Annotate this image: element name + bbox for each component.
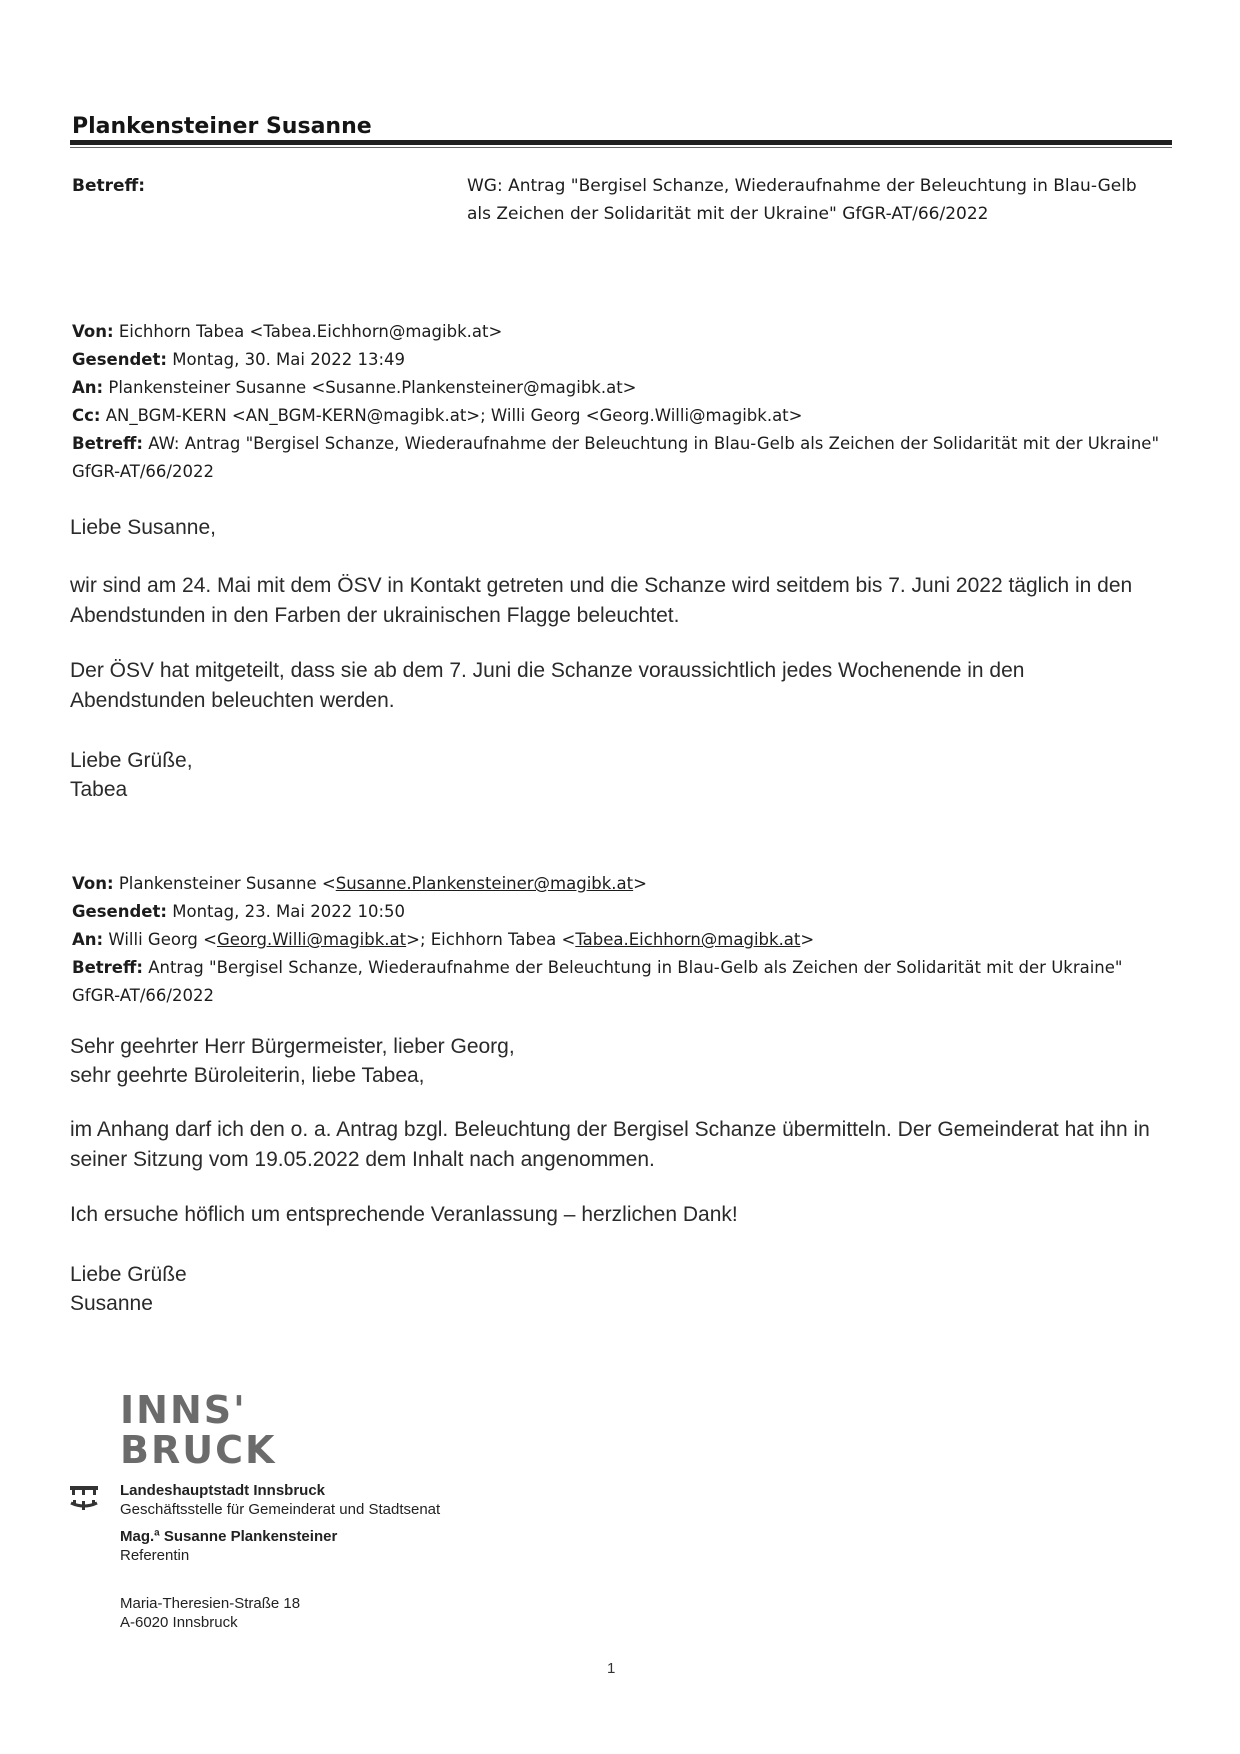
email2-paragraph2: Ich ersuche höflich um entsprechende Veranlassung – herzlichen Dank! <box>70 1203 738 1226</box>
email1-greeting: Liebe Susanne, <box>70 516 216 539</box>
email2-to-mid: >; Eichhorn Tabea < <box>406 930 576 949</box>
email2-header <box>72 870 1162 1010</box>
to-label: An: <box>72 930 104 949</box>
email2-paragraph1: im Anhang darf ich den o. a. Antrag bzgl. Beleuchtung der Bergisel Schanze übermitteln. Der Gemeinderat hat ihn in seiner Sitzung vom 19.05.2022 dem Inhalt nach angenommen. <box>70 1118 1150 1171</box>
footer-city: A-6020 Innsbruck <box>120 1614 238 1631</box>
footer-street: Maria-Theresien-Straße 18 <box>120 1595 301 1612</box>
sent-label: Gesendet: <box>72 902 167 921</box>
subject-value: WG: Antrag "Bergisel Schanze, Wiederaufnahme der Beleuchtung in Blau-Gelb als Zeichen der Solidarität mit der Ukraine" GfGR-AT/66/2022 <box>467 176 1137 224</box>
email2-greeting1: Sehr geehrter Herr Bürgermeister, lieber Georg, <box>70 1035 515 1058</box>
email1-header <box>72 318 1162 486</box>
email2-from-line <box>72 870 1162 898</box>
email2-subject: Antrag "Bergisel Schanze, Wiederaufnahme der Beleuchtung in Blau-Gelb als Zeichen der Solidarität mit der Ukraine" GfGR-AT/66/2022 <box>72 958 1123 1005</box>
footer-person-block <box>120 1527 337 1565</box>
email1-from: Eichhorn Tabea <Tabea.Eichhorn@magibk.at> <box>118 322 503 341</box>
email1-cc-line <box>72 402 1162 430</box>
email2-sent-line <box>72 898 1162 926</box>
email1-subject-line <box>72 430 1162 486</box>
from-label: Von: <box>72 322 114 341</box>
from-label: Von: <box>72 874 114 893</box>
email2-from-email-link[interactable]: Susanne.Plankensteiner@magibk.at <box>335 874 634 893</box>
email2-to-email2-link[interactable]: Tabea.Eichhorn@magibk.at <box>575 930 801 949</box>
email1-subject: AW: Antrag "Bergisel Schanze, Wiederaufnahme der Beleuchtung in Blau-Gelb als Zeichen der Solidarität mit der Ukraine" GfGR-AT/66/2022 <box>72 434 1160 481</box>
subject-label: Betreff: <box>72 958 143 977</box>
subject-label: Betreff: <box>72 176 146 196</box>
header-rule-thin <box>70 147 1172 148</box>
email2-to-email1-link[interactable]: Georg.Willi@magibk.at <box>216 930 407 949</box>
subject-label: Betreff: <box>72 434 143 453</box>
email2-to-name1: Willi Georg < <box>108 930 217 949</box>
email1-to: Plankensteiner Susanne <Susanne.Plankensteiner@magibk.at> <box>108 378 637 397</box>
email1-from-line <box>72 318 1162 346</box>
email2-signature: Susanne <box>70 1292 153 1315</box>
email1-sent-line <box>72 346 1162 374</box>
header-rule <box>70 140 1172 145</box>
email1-paragraph2: Der ÖSV hat mitgeteilt, dass sie ab dem 7. Juni die Schanze voraussichtlich jedes Wochenende in den Abendstunden beleuchten werden. <box>70 659 1025 712</box>
email2-from-end: > <box>633 874 647 893</box>
footer-org: Landeshauptstadt Innsbruck <box>120 1482 326 1499</box>
page-number: 1 <box>607 1660 616 1677</box>
footer-dept: Geschäftsstelle für Gemeinderat und Stadtsenat <box>120 1501 441 1518</box>
innsbruck-crest-icon <box>68 1483 104 1517</box>
footer-address-block <box>120 1594 300 1632</box>
footer-org-block <box>120 1481 440 1519</box>
email2-subject-line <box>72 954 1162 1010</box>
email1-paragraph1: wir sind am 24. Mai mit dem ÖSV in Kontakt getreten und die Schanze wird seitdem bis 7. Juni 2022 täglich in den Abendstunden in den Farben der ukrainischen Flagge beleuchtet. <box>70 574 1133 627</box>
email1-closing: Liebe Grüße, <box>70 749 193 772</box>
logo-line2: BRUCK <box>120 1428 277 1472</box>
email2-to-end: > <box>800 930 815 949</box>
innsbruck-logo <box>120 1390 276 1470</box>
email2-from-name: Plankensteiner Susanne < <box>118 874 336 893</box>
email1-cc: AN_BGM-KERN <AN_BGM-KERN@magibk.at>; Willi Georg <Georg.Willi@magibk.at> <box>105 406 803 425</box>
logo-line1: INNS' <box>120 1388 247 1432</box>
email2-to-line <box>72 926 1162 954</box>
cc-label: Cc: <box>72 406 101 425</box>
document-owner: Plankensteiner Susanne <box>72 114 372 139</box>
footer-role: Referentin <box>120 1547 190 1564</box>
footer-person: Mag.ª Susanne Plankensteiner <box>120 1528 338 1545</box>
email2-closing: Liebe Grüße <box>70 1263 187 1286</box>
sent-label: Gesendet: <box>72 350 167 369</box>
email1-sent: Montag, 30. Mai 2022 13:49 <box>172 350 406 369</box>
email1-to-line <box>72 374 1162 402</box>
email2-greeting2: sehr geehrte Büroleiterin, liebe Tabea, <box>70 1064 425 1087</box>
email2-sent: Montag, 23. Mai 2022 10:50 <box>172 902 406 921</box>
email1-signature: Tabea <box>70 778 128 801</box>
to-label: An: <box>72 378 104 397</box>
